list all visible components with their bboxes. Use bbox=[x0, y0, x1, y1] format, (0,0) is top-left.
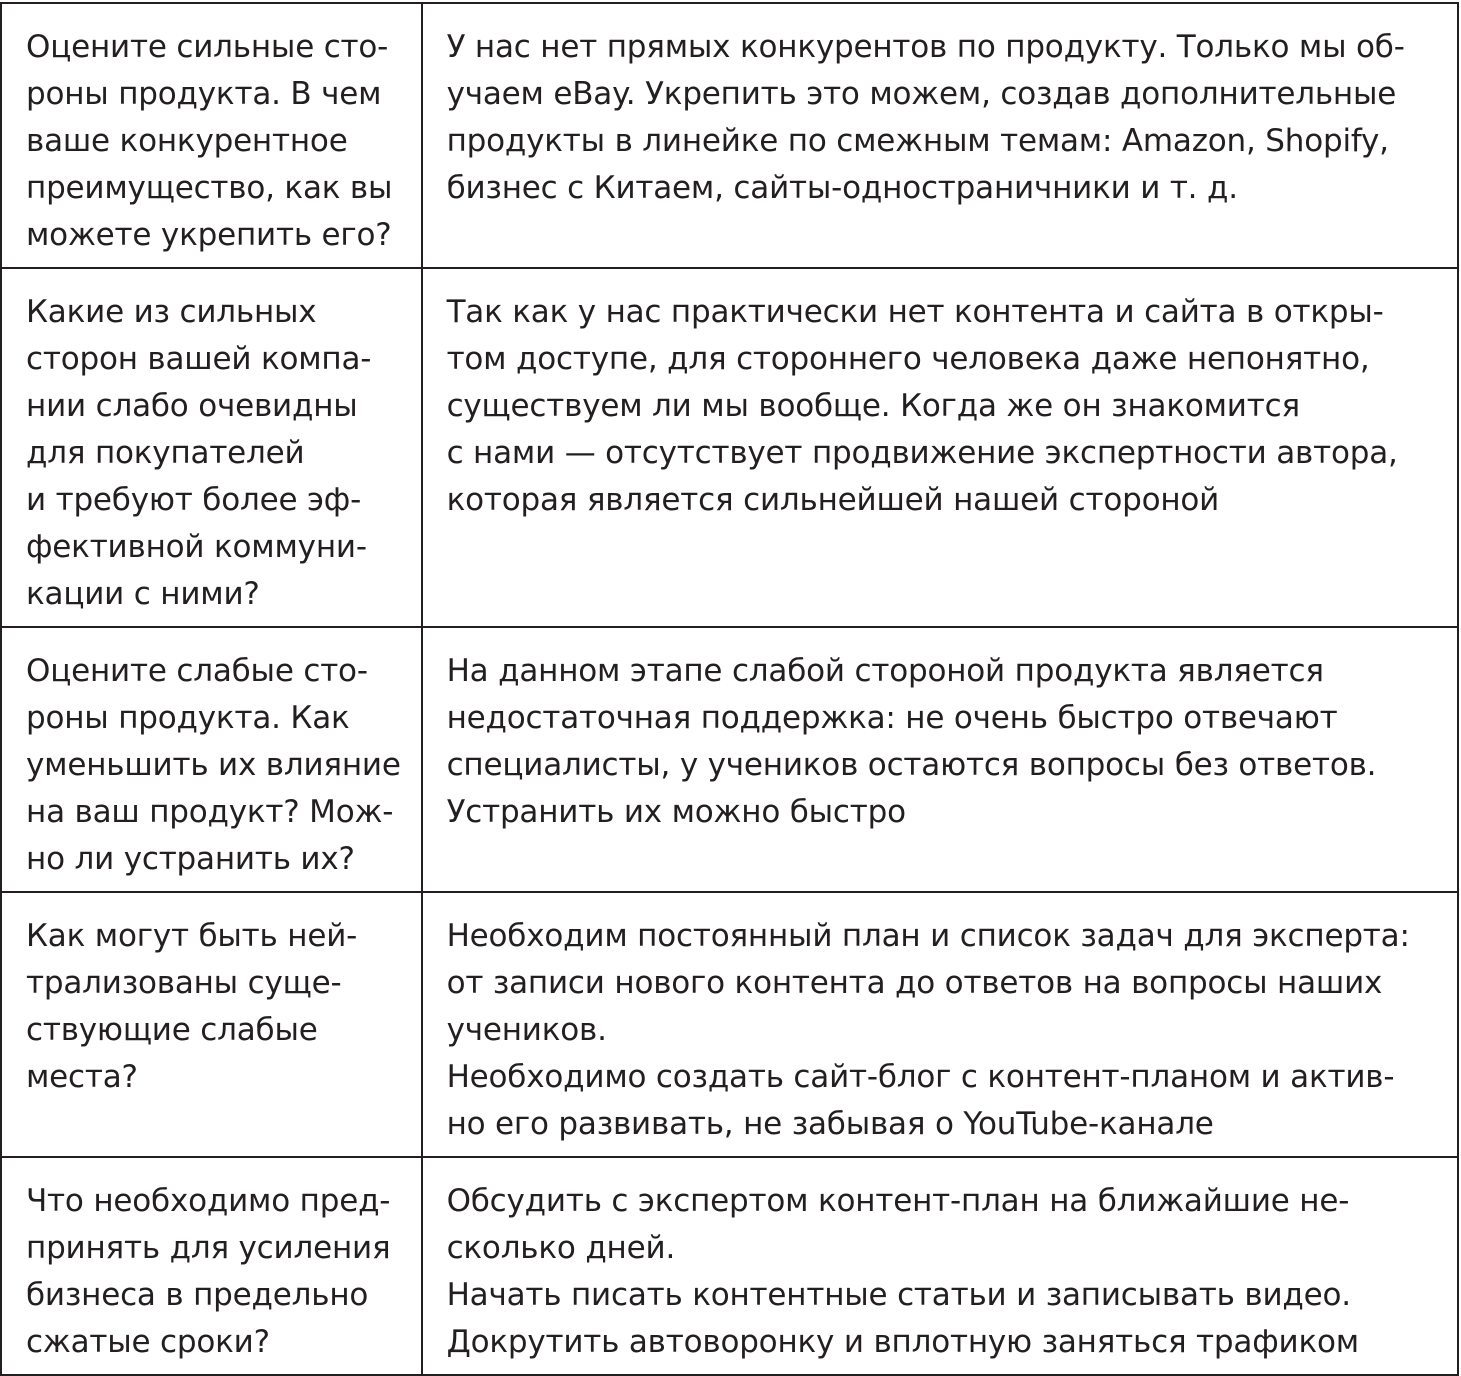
answer-line: Докрутить автоворонку и вплотную заняться трафиком bbox=[446, 1324, 1359, 1360]
answer-cell bbox=[422, 3, 1458, 268]
table-row bbox=[1, 627, 1458, 892]
answer-cell bbox=[422, 627, 1458, 892]
question-cell bbox=[1, 3, 422, 268]
answer-line: сколько дней. bbox=[446, 1230, 676, 1266]
question-cell bbox=[1, 1157, 422, 1375]
answer-line: На данном этапе слабой стороной продукта является bbox=[446, 653, 1324, 689]
question-line: можете укрепить его? bbox=[26, 217, 392, 253]
answer-line: Необходим постоянный план и список задач для эксперта: bbox=[446, 918, 1410, 954]
answer-line: которая является сильнейшей нашей стороной bbox=[446, 482, 1220, 518]
answer-line: Необходимо создать сайт-блог с контент-планом и актив- bbox=[446, 1059, 1395, 1095]
question-line: Оцените сильные сто- bbox=[26, 29, 389, 65]
question-line: ваше конкурентное bbox=[26, 123, 348, 159]
table-row bbox=[1, 3, 1458, 268]
question-line: сторон вашей компа- bbox=[26, 341, 372, 377]
question-line: Как могут быть ней- bbox=[26, 918, 358, 954]
answer-line: Начать писать контентные статьи и записывать видео. bbox=[446, 1277, 1351, 1313]
question-line: уменьшить их влияние bbox=[26, 747, 401, 783]
question-line: роны продукта. Как bbox=[26, 700, 350, 736]
question-cell bbox=[1, 892, 422, 1157]
answer-line: Так как у нас практически нет контента и сайта в откры- bbox=[446, 294, 1384, 330]
answer-line: Устранить их можно быстро bbox=[446, 794, 906, 830]
table-body bbox=[1, 3, 1458, 1375]
question-line: для покупателей bbox=[26, 435, 305, 471]
question-line: бизнеса в предельно bbox=[26, 1277, 369, 1313]
question-line: фективной коммуни- bbox=[26, 529, 367, 565]
question-line: принять для усиления bbox=[26, 1230, 391, 1266]
answer-line: том доступе, для стороннего человека даже непонятно, bbox=[446, 341, 1370, 377]
question-line: трализованы суще- bbox=[26, 965, 342, 1001]
question-line: нии слабо очевидны bbox=[26, 388, 358, 424]
answer-line: от записи нового контента до ответов на вопросы наших bbox=[446, 965, 1383, 1001]
question-cell bbox=[1, 627, 422, 892]
question-line: Какие из сильных bbox=[26, 294, 317, 330]
table-row bbox=[1, 1157, 1458, 1375]
answer-line: недостаточная поддержка: не очень быстро отвечают bbox=[446, 700, 1338, 736]
table-row bbox=[1, 268, 1458, 627]
swot-table bbox=[0, 2, 1459, 1376]
question-line: сжатые сроки? bbox=[26, 1324, 270, 1360]
answer-line: продукты в линейке по смежным темам: Amazon, Shopify, bbox=[446, 123, 1389, 159]
question-line: но ли устранить их? bbox=[26, 841, 355, 877]
answer-line: учаем eBay. Укрепить это можем, создав дополнительные bbox=[446, 76, 1397, 112]
question-line: и требуют более эф- bbox=[26, 482, 362, 518]
answer-line: существуем ли мы вообще. Когда же он знакомится bbox=[446, 388, 1300, 424]
answer-line: учеников. bbox=[446, 1012, 607, 1048]
answer-line: У нас нет прямых конкурентов по продукту. Только мы об- bbox=[446, 29, 1405, 65]
question-line: кации с ними? bbox=[26, 576, 260, 612]
answer-line: но его развивать, не забывая о YouTube-канале bbox=[446, 1106, 1214, 1142]
answer-line: специалисты, у учеников остаются вопросы без ответов. bbox=[446, 747, 1377, 783]
table-row bbox=[1, 892, 1458, 1157]
question-line: ствующие слабые bbox=[26, 1012, 318, 1048]
question-line: Оцените слабые сто- bbox=[26, 653, 368, 689]
answer-cell bbox=[422, 892, 1458, 1157]
answer-cell bbox=[422, 268, 1458, 627]
answer-line: бизнес с Китаем, сайты-одностраничники и т. д. bbox=[446, 170, 1238, 206]
question-line: Что необходимо пред- bbox=[26, 1183, 391, 1219]
question-line: места? bbox=[26, 1059, 138, 1095]
answer-line: Обсудить с экспертом контент-план на ближайшие не- bbox=[446, 1183, 1350, 1219]
question-line: на ваш продукт? Мож- bbox=[26, 794, 394, 830]
question-cell bbox=[1, 268, 422, 627]
question-line: преимущество, как вы bbox=[26, 170, 393, 206]
question-line: роны продукта. В чем bbox=[26, 76, 382, 112]
answer-line: с нами — отсутствует продвижение экспертности автора, bbox=[446, 435, 1398, 471]
answer-cell bbox=[422, 1157, 1458, 1375]
